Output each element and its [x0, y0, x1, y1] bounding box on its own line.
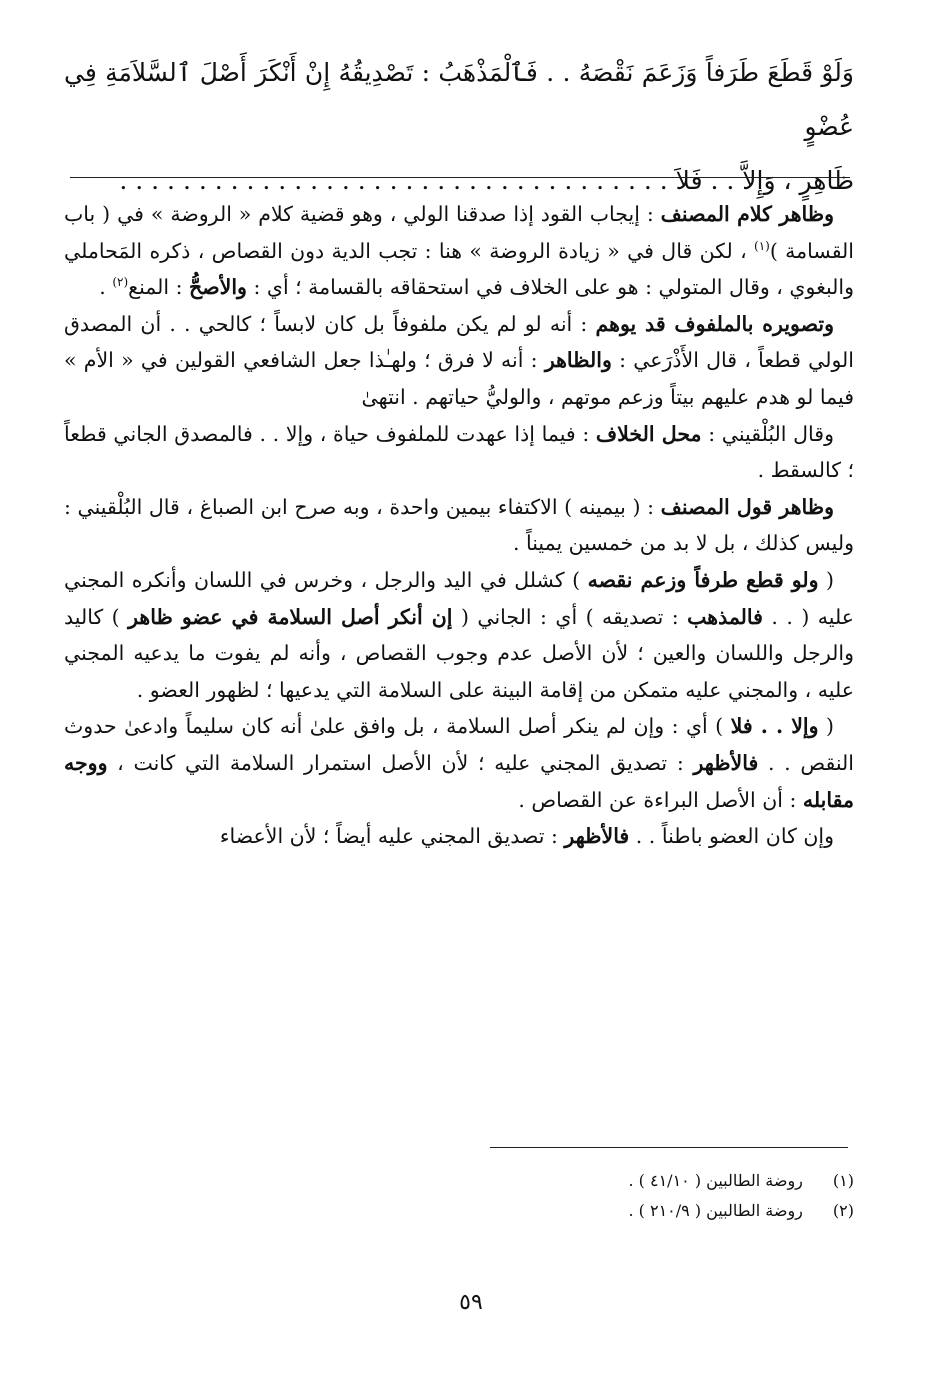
- text-run: : تصديق المجني عليه ؛ لأن الأصل استمرار السلامة التي كانت ،: [107, 750, 694, 775]
- footnote-divider: [490, 1147, 848, 1148]
- bold-term: ووجه مقابله: [64, 750, 854, 812]
- bold-term: إن أنكر أصل السلامة في عضو ظاهر: [128, 604, 453, 629]
- text-run: : فيما إذا عهدت للملفوف حياة ، وإلا . . فالمصدق الجاني قطعاً ؛ كالسقط .: [64, 421, 854, 483]
- footnotes: [628, 1166, 854, 1226]
- text-run: (: [818, 567, 834, 592]
- matn-line-2-text: ظَاهِرٍ ، وَإِلاَّ . . فَلاَ .: [659, 166, 854, 195]
- text-run: : أنه لا فرق ؛ ولهـٰذا جعل الشافعي القولين في « الأم » فيما لو هدم عليهم بيتاً وزعم موتهم ، والوليُّ حياتهم . انتهىٰ: [64, 348, 854, 409]
- matn-divider: [70, 177, 850, 178]
- commentary-body: [64, 196, 854, 855]
- text-run: ) أي : وإن لم ينكر أصل السلامة ، بل وافق علىٰ أنه كان سليماً وادعىٰ حدوث النقص . .: [64, 714, 854, 775]
- text-run: .: [99, 275, 113, 300]
- text-run: (: [818, 714, 834, 739]
- text-run: : ( بيمينه ) الاكتفاء بيمين واحدة ، وبه صرح ابن الصباغ ، قال البُلْقيني : وليس كذلك ، بل لا بد من خمسين يميناً .: [64, 494, 854, 556]
- text-run: ) كشلل في اليد والرجل ، وخرس في اللسان وأنكره المجني عليه ( . .: [64, 567, 854, 629]
- text-run: : المنع: [128, 275, 190, 300]
- bold-term: وظاهر كلام المصنف: [660, 202, 834, 226]
- commentary-paragraph-5: [64, 562, 854, 708]
- footnote-number: (٢): [832, 1201, 854, 1220]
- commentary-paragraph-6: [64, 708, 854, 818]
- bold-term: والأصحُّ: [189, 275, 247, 300]
- footnote-text: روضة الطالبين ( ٤١/١٠ ) .: [628, 1171, 803, 1190]
- text-run: وقال البُلْقيني :: [701, 421, 834, 446]
- bold-term: فالأظهر: [564, 824, 630, 849]
- bold-term: وظاهر قول المصنف: [660, 494, 835, 519]
- footnote-1: [628, 1166, 854, 1196]
- text-run: : أنه لو لم يكن ملفوفاً بل كان لابساً ؛ كالحي . . أن المصدق الولي قطعاً ، قال الأَذْرَعي :: [64, 311, 854, 373]
- footnote-ref: (١): [754, 238, 770, 253]
- footnote-text: روضة الطالبين ( ٢١٠/٩ ) .: [628, 1201, 803, 1220]
- text-run: ، لكن قال في « زيادة الروضة » هنا : تجب الدية دون القصاص ، ذكره المَحاملي والبغوي ، وقال المتولي : هو على الخلاف في استحقاقه بالقسامة ؛ أي :: [64, 238, 854, 300]
- bold-term: وتصويره بالملفوف قد يوهم: [595, 311, 834, 336]
- text-run: : تصديقه ) أي : الجاني (: [452, 604, 688, 629]
- text-run: : تصديق المجني عليه أيضاً ؛ لأن الأعضاء: [219, 824, 565, 849]
- matn-text: [64, 46, 854, 208]
- bold-term: وإلا . . فلا: [730, 714, 819, 739]
- commentary-paragraph-1: [64, 196, 854, 306]
- bold-term: فالأظهر: [693, 750, 759, 775]
- text-run: ) كاليد والرجل واللسان والعين ؛ لأن الأصل عدم وجوب القصاص ، وأنه لم يفوت ما يدعيه المجني عليه ، والمجني عليه متمكن من إقامة البينة على السلامة التي يدعيها ؛ لظهور العضو .: [64, 604, 854, 702]
- commentary-paragraph-2: [64, 306, 854, 416]
- footnote-2: [628, 1196, 854, 1226]
- bold-term: والظاهر: [544, 348, 612, 373]
- bold-term: فالمذهب: [687, 604, 763, 629]
- commentary-paragraph-3: [64, 416, 854, 489]
- bold-term: محل الخلاف: [595, 421, 702, 446]
- commentary-paragraph-7: [64, 818, 854, 855]
- text-run: : إيجاب القود إذا صدقنا الولي ، وهو قضية كلام « الروضة » في ( باب القسامة ): [64, 202, 855, 263]
- matn-line-2-dots: . . . . . . . . . . . . . . . . . . . . . . . . . . . . . . . . . .: [119, 166, 652, 195]
- commentary-paragraph-4: [64, 489, 854, 562]
- footnote-ref: (٢): [112, 275, 129, 290]
- footnote-number: (١): [832, 1171, 854, 1190]
- page-number: ٥٩: [459, 1290, 483, 1315]
- text-run: وإن كان العضو باطناً . .: [629, 824, 834, 849]
- bold-term: ولو قطع طرفاً وزعم نقصه: [587, 567, 819, 592]
- text-run: : أن الأصل البراءة عن القصاص .: [518, 787, 803, 812]
- matn-line-1: وَلَوْ قَطَعَ طَرَفاً وَزَعَمَ نَقْصَهُ . . فَٱلْمَذْهَبُ : تَصْدِيقُهُ إِنْ أَنْكَرَ أَصْلَ ٱلسَّلاَمَةِ فِي عُضْوٍ: [64, 58, 854, 141]
